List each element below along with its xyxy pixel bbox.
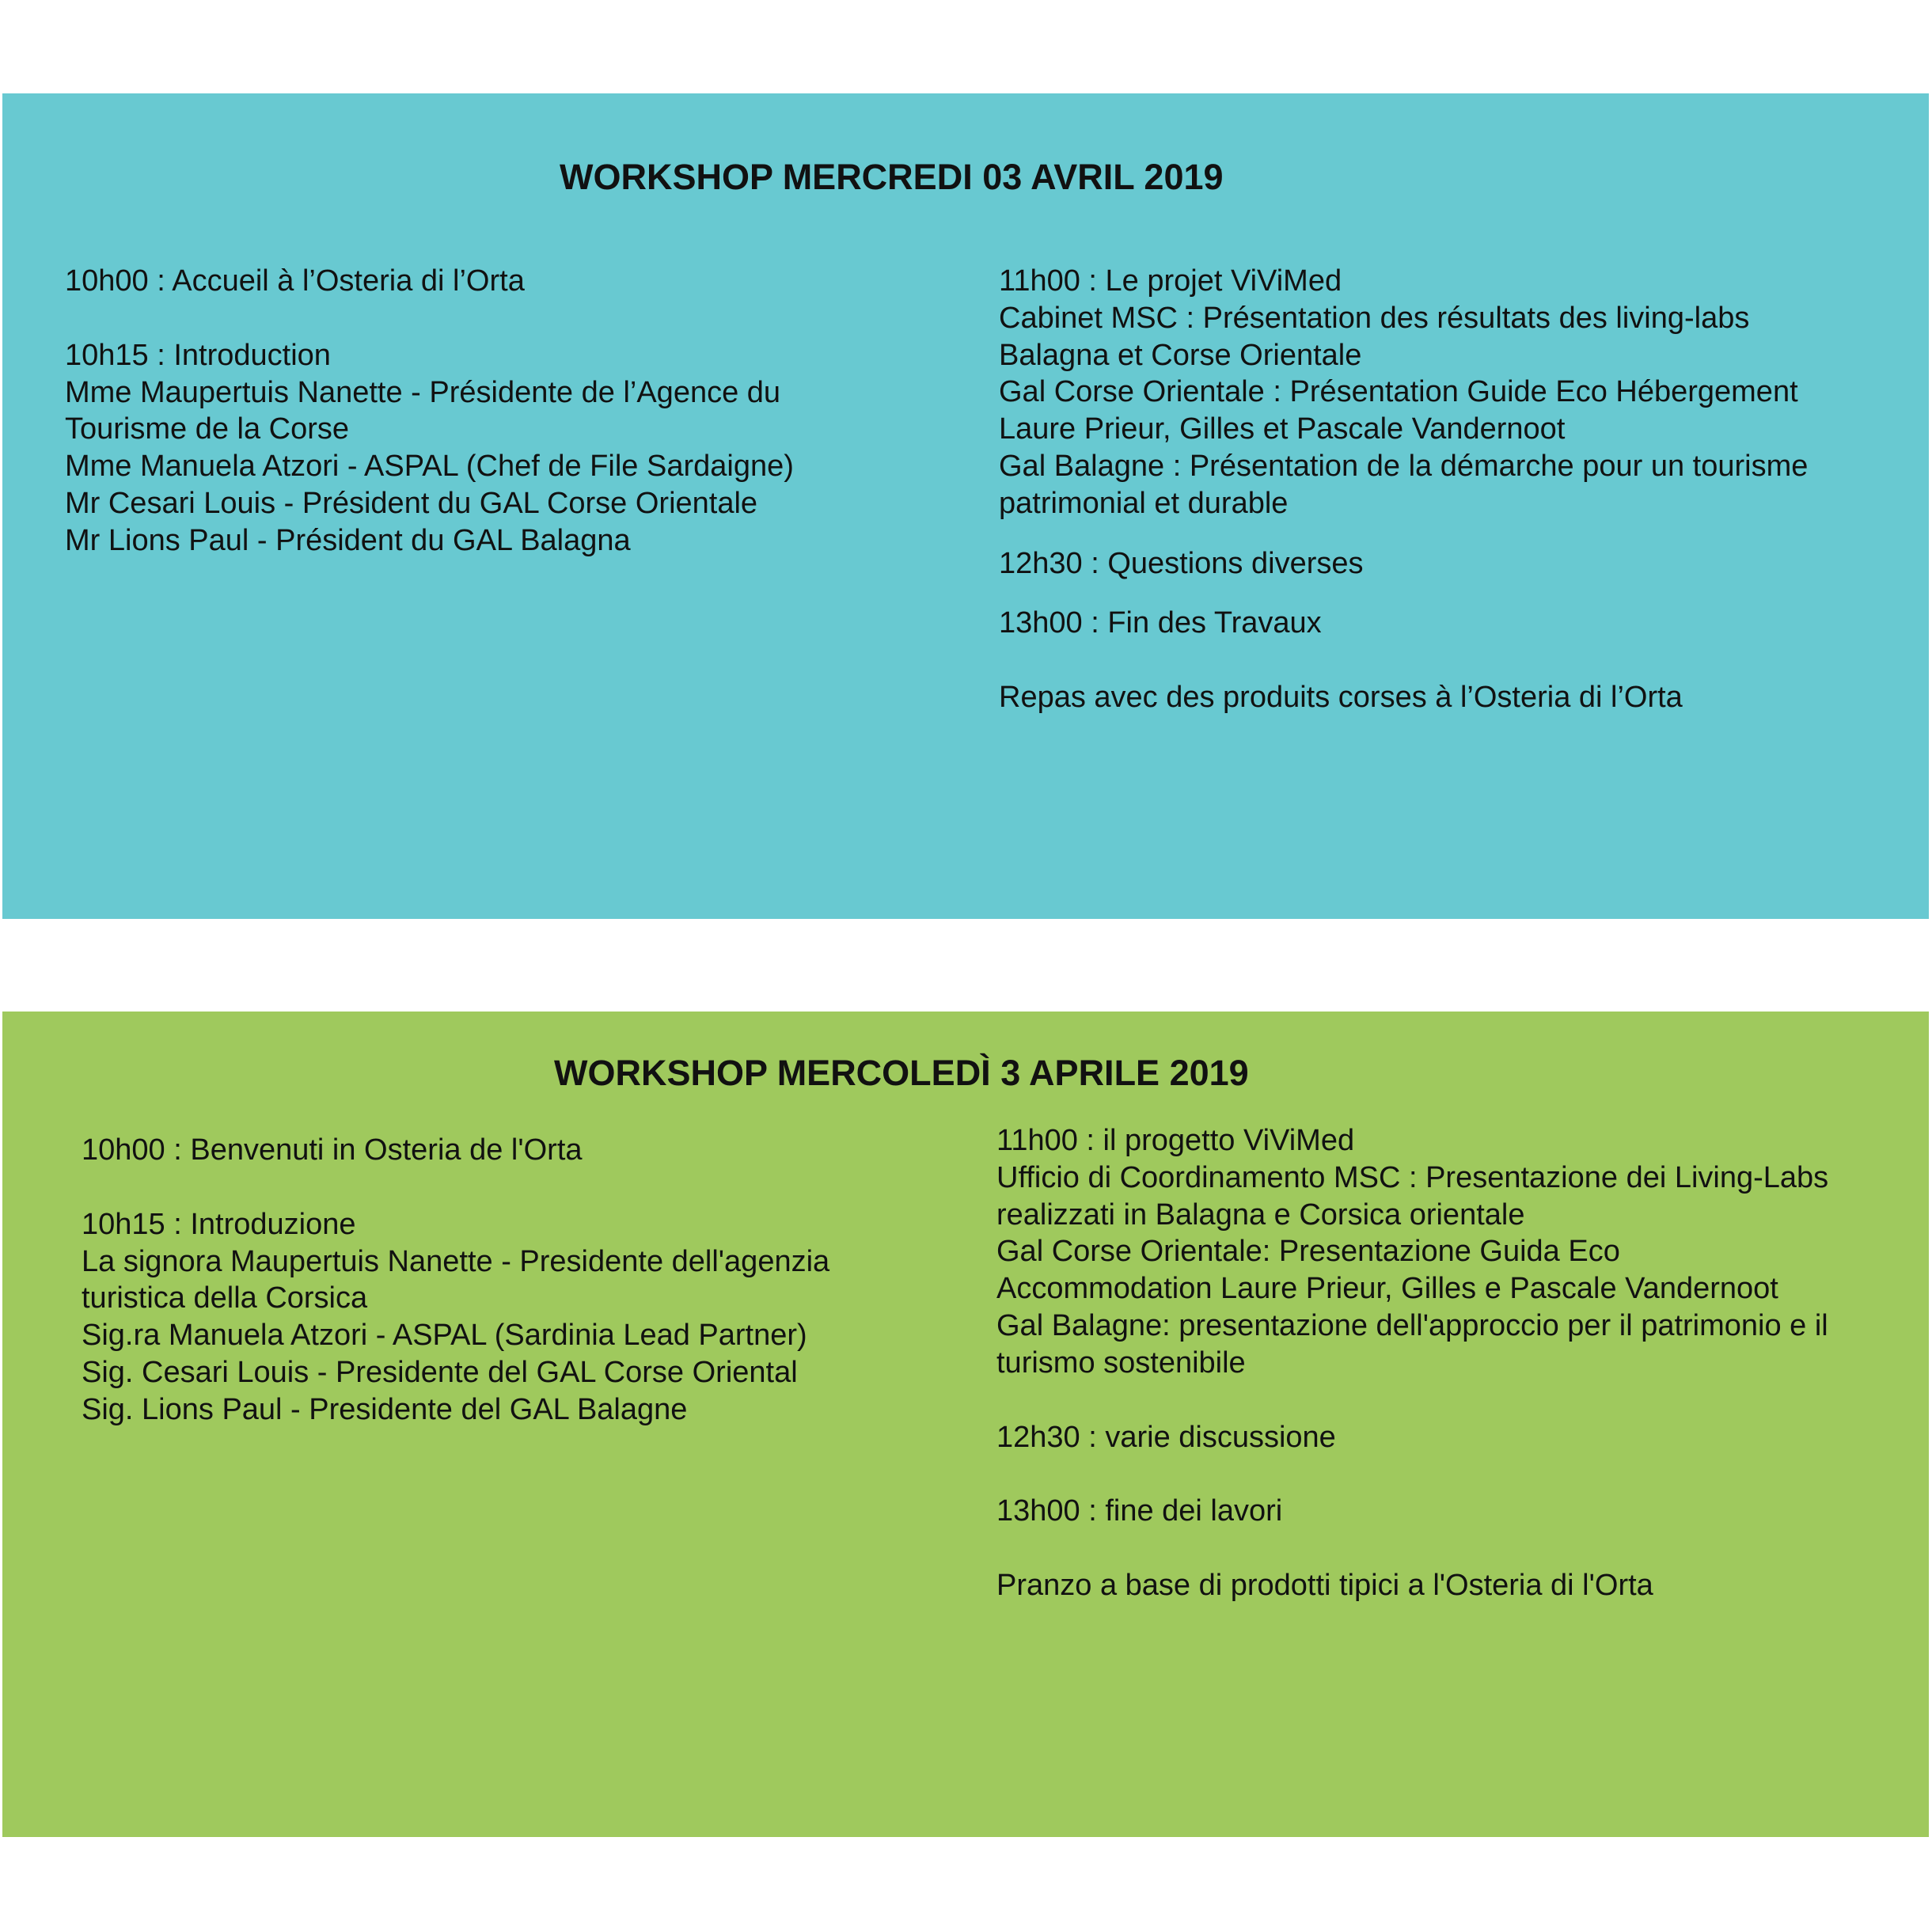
agenda-line: 10h15 : Introduzione: [82, 1207, 356, 1241]
agenda-line: Gal Balagne: presentazione dell'approccio per il patrimonio e il: [996, 1308, 1828, 1342]
agenda-line: Sig. Lions Paul - Presidente del GAL Balagne: [82, 1392, 688, 1426]
agenda-line: Cabinet MSC : Présentation des résultats des living-labs: [999, 301, 1750, 335]
agenda-line: patrimonial et durable: [999, 486, 1289, 520]
agenda-line: Sig. Cesari Louis - Presidente del GAL Corse Oriental: [82, 1355, 798, 1389]
panel-title-italian: WORKSHOP MERCOLEDÌ 3 APRILE 2019: [554, 1053, 1249, 1093]
agenda-line: Gal Corse Orientale: Presentazione Guida Eco: [996, 1235, 1620, 1269]
agenda-line: 11h00 : il progetto ViViMed: [996, 1124, 1355, 1157]
agenda-line: Ufficio di Coordinamento MSC : Presentazione dei Living-Labs: [996, 1160, 1829, 1194]
agenda-line: Mr Lions Paul - Président du GAL Balagna: [65, 523, 631, 557]
agenda-line: turistica della Corsica: [82, 1281, 368, 1315]
agenda-line: 10h00 : Accueil à l’Osteria di l’Orta: [65, 264, 525, 298]
agenda-line: Accommodation Laure Prieur, Gilles e Pascale Vandernoot: [996, 1272, 1778, 1306]
agenda-line: Mr Cesari Louis - Président du GAL Corse Orientale: [65, 486, 758, 520]
agenda-column-left-french: [65, 263, 794, 560]
agenda-line: La signora Maupertuis Nanette - Presidente dell'agenzia: [82, 1244, 830, 1278]
agenda-column-right-french: [999, 263, 1808, 716]
agenda-line: turismo sostenibile: [996, 1346, 1246, 1380]
agenda-line: Gal Balagne : Présentation de la démarche pour un tourisme: [999, 449, 1809, 483]
agenda-line: realizzati in Balagna e Corsica orientale: [996, 1198, 1525, 1232]
agenda-column-left-italian: [82, 1132, 829, 1429]
agenda-line: 10h15 : Introduction: [65, 338, 331, 372]
agenda-line: Laure Prieur, Gilles et Pascale Vandernoot: [999, 412, 1566, 446]
panel-edge: [1929, 0, 1931, 919]
agenda-line: Gal Corse Orientale : Présentation Guide Eco Hébergement: [999, 375, 1798, 409]
agenda-line: 12h30 : Questions diverses: [999, 546, 1364, 580]
agenda-line: 11h00 : Le projet ViViMed: [999, 264, 1342, 298]
agenda-line: Balagna et Corse Orientale: [999, 338, 1362, 372]
agenda-line: 10h00 : Benvenuti in Osteria de l'Orta: [82, 1133, 583, 1167]
workshop-panel-french: [2, 93, 1929, 919]
agenda-line: Tourisme de la Corse: [65, 412, 350, 446]
agenda-line: Mme Manuela Atzori - ASPAL (Chef de File Sardaigne): [65, 450, 794, 484]
workshop-panel-italian: [2, 1012, 1929, 1837]
agenda-line: 13h00 : Fin des Travaux: [999, 606, 1322, 640]
panel-title-french: WORKSHOP MERCREDI 03 AVRIL 2019: [560, 157, 1224, 197]
agenda-line: Sig.ra Manuela Atzori - ASPAL (Sardinia Lead Partner): [82, 1319, 807, 1353]
agenda-line: Mme Maupertuis Nanette - Présidente de l’Agence du: [65, 375, 781, 409]
agenda-line: Repas avec des produits corses à l’Osteria di l’Orta: [999, 681, 1683, 715]
agenda-line: 12h30 : varie discussione: [996, 1420, 1336, 1454]
agenda-line: Pranzo a base di prodotti tipici a l'Osteria di l'Orta: [996, 1569, 1653, 1603]
agenda-line: 13h00 : fine dei lavori: [996, 1494, 1283, 1528]
agenda-column-right-italian: [996, 1122, 1828, 1604]
